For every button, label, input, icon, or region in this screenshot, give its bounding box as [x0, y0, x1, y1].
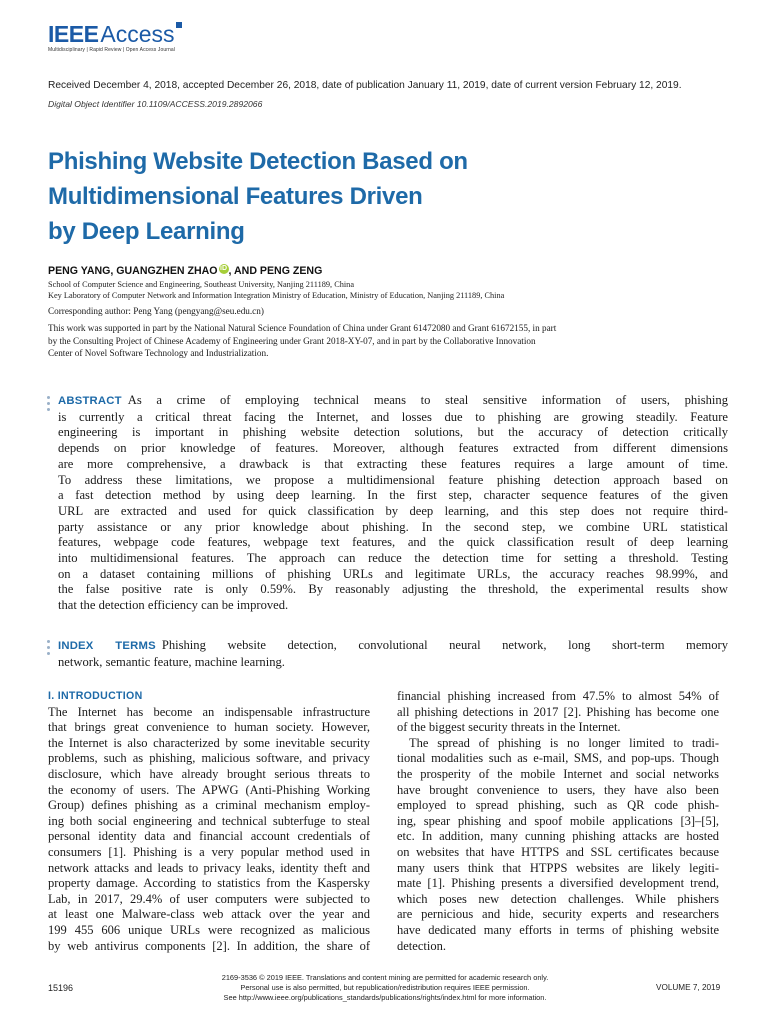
- body-line: The spread of phishing is no longer limited to tradi-: [409, 735, 719, 750]
- index-terms-marker-icon: [47, 640, 51, 658]
- abstract-line: on a dataset containing millions of phishing URLs and legitimate URLs, the accuracy reaches 98.99%, and: [58, 566, 728, 581]
- body-line: network attacks and leads to privacy leaks, identity theft and: [48, 860, 370, 875]
- body-line: ing both social engineering and technical subterfuge to steal: [48, 813, 370, 828]
- body-line: of the biggest security threats in the Internet.: [397, 720, 621, 735]
- abstract-line: are more comprehensive, a drawback is that extracting these features requires a large amount of time.: [58, 456, 728, 471]
- title-line: by Deep Learning: [48, 218, 245, 245]
- abstract-line: URL are extracted and used for quick classification by deep learning, and this step does not require third-: [58, 503, 728, 518]
- body-line: all phishing detections in 2017 [2]. Phishing has become one: [397, 704, 719, 719]
- body-line: ing, spear phishing and spoof mobile applications [3]–[5],: [397, 813, 719, 828]
- body-line: personal identity data and financial account credentials of: [48, 829, 370, 844]
- authors-first: PENG YANG, GUANGZHEN ZHAO: [48, 265, 218, 277]
- abstract-line: features, webpage code features, webpage text features, and the quick classification result of deep learning: [58, 535, 728, 550]
- abstract-line: into multidimensional features. The approach can reduce the detection time for setting a threshold. Testing: [58, 551, 728, 566]
- body-line: 199 455 606 unique URLs were recognized as malicious: [48, 922, 370, 937]
- body-line: at least one Malware-class web attack over the year and: [48, 907, 370, 922]
- journal-tagline: Multidisciplinary | Rapid Review | Open Access Journal: [48, 47, 175, 53]
- body-line: property damage. According to statistics from the Kaspersky: [48, 876, 370, 891]
- body-line: on websites that have HTTPS and SSL certificates because: [397, 844, 719, 859]
- abstract-line: the false positive rate is only 0.59%. By reasonably adjusting the threshold, the experimental results show: [58, 582, 728, 597]
- body-line: etc. In addition, many cunning phishing attacks are hosted: [397, 829, 719, 844]
- body-line: by web antivirus components [2]. In addition, the share of: [48, 938, 370, 953]
- paper-title: [48, 144, 668, 249]
- body-line: Group) defines phishing as a criminal mechanism employ-: [48, 798, 370, 813]
- journal-logo: [48, 22, 182, 53]
- title-line: Multidimensional Features Driven: [48, 183, 423, 210]
- body-line: are pernicious and hide, security experts and researchers: [397, 907, 719, 922]
- funding-line: Center of Novel Software Technology and Industrialization.: [48, 348, 269, 359]
- body-line: problems, such as phishing, malicious software, and privacy: [48, 751, 370, 766]
- journal-brand: [48, 22, 182, 46]
- index-terms-label: INDEX TERMS: [58, 640, 156, 652]
- body-line: The Internet has become an indispensable infrastructure: [48, 704, 370, 719]
- brand-access: Access: [100, 21, 175, 47]
- index-terms-text: Phishing website detection, convolutional neural network, long short-term memory: [161, 638, 728, 652]
- body-line: have brought convenience to users, they have also been: [397, 782, 719, 797]
- abstract-line: To address these limitations, we propose a multidimensional feature phishing detection approach based on: [58, 472, 728, 487]
- abstract-line: that the detection efficiency can be improved.: [58, 598, 289, 613]
- brand-ieee: IEEE: [48, 21, 99, 47]
- body-line: the Internet is also characterized by some inevitable security: [48, 735, 370, 750]
- abstract-line: a fast detection method by using deep learning. In the first step, character sequence features of the given: [58, 488, 728, 503]
- body-line: which poses new detection challenges. While phishers: [397, 891, 719, 906]
- abstract-line-text: As a crime of employing technical means to steal sensitive information of users, phishing: [127, 393, 728, 407]
- copyright-line: 2169-3536 © 2019 IEEE. Translations and content mining are permitted for academic research only.: [221, 973, 549, 982]
- abstract-line: [58, 393, 728, 410]
- body-line: financial phishing increased from 47.5% to almost 54% of: [397, 689, 719, 703]
- abstract-label: ABSTRACT: [58, 395, 122, 407]
- body-line: consumers [1]. Phishing is a very popular method used in: [48, 844, 370, 859]
- page-number: 15196: [48, 983, 74, 993]
- funding-line: by the Consulting Project of Chinese Academy of Engineering under Grant 2018-XY-07, and in part by the Collaborative Innovation: [48, 335, 536, 346]
- affiliation-2: Key Laboratory of Computer Network and Information Integration Ministry of Education, Ministry of Education, Nanjing 211189, China: [48, 291, 505, 300]
- abstract-line: party assistance or any prior knowledge about phishing. In the second step, we combine URL statistical: [58, 519, 728, 534]
- copyright-notice: [180, 973, 590, 1002]
- funding-note: [48, 322, 638, 360]
- corresponding-author: Corresponding author: Peng Yang (pengyang@seu.edu.cn): [48, 306, 264, 316]
- author-list: [48, 264, 322, 277]
- copyright-line[interactable]: See http://www.ieee.org/publications_standards/publications/rights/index.html for more information.: [223, 992, 547, 1002]
- body-line: the economy of users. The APWG (Anti-Phishing Working: [48, 782, 370, 797]
- body-line: many users think that HTPPS websites are likely legiti-: [397, 860, 719, 875]
- volume-info: VOLUME 7, 2019: [656, 983, 721, 992]
- body-line: have dedicated many efforts in terms of phishing website: [397, 922, 719, 937]
- section-heading: I. INTRODUCTION: [48, 690, 143, 702]
- brand-swoosh-icon: [176, 22, 182, 28]
- body-line: Lab, in 2017, 29.4% of user computers were subjected to: [48, 891, 370, 906]
- authors-last: , AND PENG ZENG: [228, 265, 323, 277]
- abstract-line: is currently a critical threat facing the Internet, and losses due to phishing are growing steadily. Feature: [58, 409, 728, 424]
- body-line: employed to spread phishing, such as QR code phish-: [397, 798, 719, 813]
- index-terms-line: network, semantic feature, machine learning.: [58, 654, 285, 669]
- body-line: the prosperity of the mobile Internet and social networks: [397, 766, 719, 781]
- body-left-column: [48, 689, 370, 954]
- doi-line: Digital Object Identifier 10.1109/ACCESS.2019.2892066: [48, 99, 263, 109]
- copyright-line: Personal use is also permitted, but republication/redistribution requires IEEE permission.: [240, 982, 530, 992]
- abstract: [58, 393, 728, 614]
- body-line: detection.: [397, 938, 446, 953]
- abstract-line: engineering is important in phishing website detection solutions, but the accuracy of detection critically: [58, 425, 728, 440]
- index-terms: [58, 638, 728, 670]
- title-line: Phishing Website Detection Based on: [48, 148, 468, 175]
- affiliation-1: School of Computer Science and Engineering, Southeast University, Nanjing 211189, China: [48, 280, 355, 289]
- body-line: disclosure, which have already brought serious threats to: [48, 766, 370, 781]
- abstract-marker-icon: [47, 396, 51, 414]
- body-right-column: [397, 689, 719, 954]
- body-line: tional modalities such as e-mail, SMS, and pop-ups. Though: [397, 751, 719, 766]
- abstract-line: depends on prior knowledge of features. Moreover, although features extracted from different dimensions: [58, 441, 728, 456]
- funding-line: This work was supported in part by the National Natural Science Foundation of China under Grant 61472080 and Grant 61672155, in part: [48, 323, 557, 333]
- body-line: mate [1]. Phishing presents a diversified development trend,: [397, 876, 719, 891]
- received-dates: Received December 4, 2018, accepted December 26, 2018, date of publication January 11, 2019, date of current version February 12, 2019.: [48, 80, 682, 91]
- orcid-icon[interactable]: iD: [220, 265, 228, 272]
- body-line: that brings great convenience to human society. However,: [48, 720, 370, 735]
- index-terms-line: [58, 638, 728, 655]
